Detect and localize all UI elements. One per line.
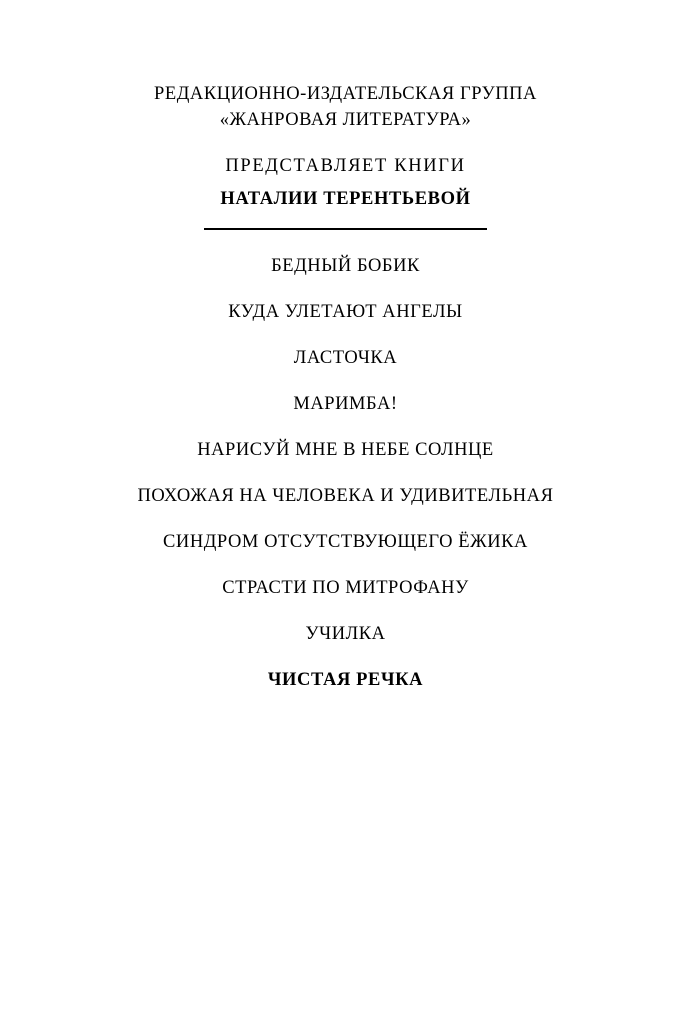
author-name: НАТАЛИИ ТЕРЕНТЬЕВОЙ bbox=[220, 189, 471, 209]
book-title-current: ЧИСТАЯ РЕЧКА bbox=[267, 670, 424, 690]
publisher-group-line-1: РЕДАКЦИОННО-ИЗДАТЕЛЬСКАЯ ГРУППА bbox=[154, 84, 537, 104]
divider bbox=[0, 228, 691, 230]
publisher-header bbox=[0, 81, 691, 179]
book-title: ПОХОЖАЯ НА ЧЕЛОВЕКА И УДИВИТЕЛЬНАЯ bbox=[137, 486, 554, 506]
book-title: ЛАСТОЧКА bbox=[293, 348, 398, 368]
book-title: СТРАСТИ ПО МИТРОФАНУ bbox=[222, 578, 469, 598]
divider-rule bbox=[204, 228, 487, 230]
book-title: КУДА УЛЕТАЮТ АНГЕЛЫ bbox=[228, 302, 463, 322]
presents-books-label: ПРЕДСТАВЛЯЕТ КНИГИ bbox=[225, 156, 466, 176]
book-title: УЧИЛКА bbox=[305, 624, 386, 644]
book-title: НАРИСУЙ МНЕ В НЕБЕ СОЛНЦЕ bbox=[197, 440, 494, 460]
publisher-group-line-2: «ЖАНРОВАЯ ЛИТЕРАТУРА» bbox=[219, 110, 472, 130]
book-titles-list bbox=[0, 253, 691, 713]
book-title: МАРИМБА! bbox=[293, 394, 398, 414]
book-title: БЕДНЫЙ БОБИК bbox=[271, 256, 420, 276]
book-title: СИНДРОМ ОТСУТСТВУЮЩЕГО ЁЖИКА bbox=[163, 532, 528, 552]
